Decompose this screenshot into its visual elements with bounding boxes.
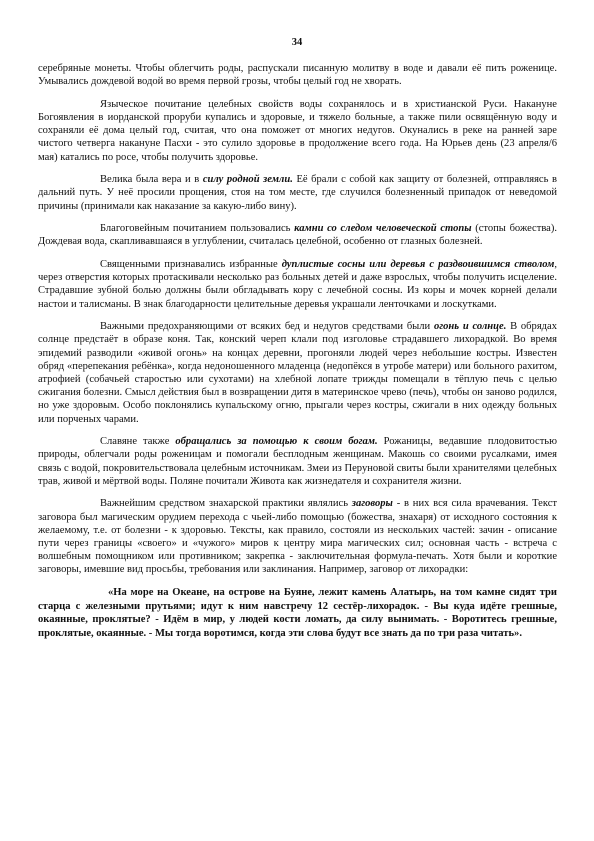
paragraph xyxy=(38,497,557,576)
paragraph-list xyxy=(38,62,557,577)
paragraph-text: Рожаницы, ведавшие плодовитостью природы, облегчали роды роженицам и помогали бесплодным женщинам. Макошь со своими русалками, имея связь с водой, покровительствовала целебным источникам. Змеи из Перуновой свиты были хранителями целебных трав, живой и мёртвой воды. Поляне почитали Живота как жизнедателя и сохранителя жизни. xyxy=(38,436,557,487)
paragraph-text: Языческое почитание целебных свойств воды сохранялось и в христианской Руси. Накануне Богоявления в иорданской проруби купались и здоровые, и тяжело больные, а также пили освящённую воду и сохраняли её дома целый год, считая, что она поможет от многих недугов. Окунались в реке на ранней заре чистого четверга накануне Пасхи - это сулило здоровье в продолжение всего года. На Юрьев день (23 апреля/6 мая) катались по росе, чтобы получить здоровье. xyxy=(38,98,557,163)
emphasis-term: камни со следом человеческой стопы xyxy=(294,223,472,235)
spell-quote: «На море на Океане, на острове на Буяне, лежит камень Алатырь, на том камне сидят три старца с железными прутьями; идут к ним навстречу 12 сестёр-лихорадок. - Вы куда идёте грешные, окаянные, проклятые? - Идём в мир, у людей кости ломать, да силу вынимать. - Воротитесь грешные, проклятые, окаянные. - Мы тогда воротимся, когда эти слова будут все знать да по три раза читать». xyxy=(38,587,557,639)
paragraph xyxy=(38,222,557,248)
main-text xyxy=(38,62,557,640)
paragraph-text: Важнейшим средством знахарской практики являлись xyxy=(100,498,352,510)
paragraph xyxy=(38,258,557,311)
paragraph-text: Священными признавались избранные xyxy=(100,259,282,270)
paragraph xyxy=(38,173,557,213)
paragraph-text: - в них вся сила врачевания. Текст заговора был магическим орудием перехода с чьей-либо помощью (божества, знахаря) от исходного состояния к желаемому, т.е. от болезни - к здоровью. Тексты, как правило, состояли из нескольких частей: зачин - описание пути через границы «своего» и «чужого» миров к центру мира магических сил; основная часть - встреча с волшебным помощником или противником; закрепка - заключительная формула-печать. Хотя были и короткие заговоры, имевшие вид просьбы, требования или заклинания. Например, заговор от лихорадки: xyxy=(38,498,558,576)
paragraph-text: серебряные монеты. Чтобы облегчить роды, распускали писанную молитву в воде и давали её пить роженице. Умывались дождевой водой во время первой грозы, чтобы целый год не хворать. xyxy=(38,63,557,88)
emphasis-term: огонь и солнце. xyxy=(433,321,507,333)
paragraph xyxy=(38,435,557,488)
paragraph-text: , через отверстия которых протаскивали несколько раз больных детей и даже взрослых, чтобы получить исцеление. Страдавшие зубной болью должны были обгладывать кору с лечебной сосны. Из коры и мочек корней делали настои и талисманы. В знак благодарности целительные деревья украшали ленточками и лоскутками. xyxy=(38,259,557,310)
paragraph-text: Важными предохраняющими от всяких бед и недугов средствами были xyxy=(100,321,434,333)
emphasis-term: дуплистые сосны или деревья с раздвоившимся стволом xyxy=(281,259,555,270)
paragraph xyxy=(38,98,557,164)
emphasis-term: обращались за помощью к своим богам. xyxy=(175,436,378,448)
paragraph xyxy=(38,320,557,426)
paragraph-text: Благоговейным почитанием пользовались xyxy=(100,223,295,235)
emphasis-term: заговоры xyxy=(351,498,393,510)
paragraph xyxy=(38,62,557,88)
paragraph-text: Её брали с собой как защиту от болезней, отправляясь в дальний путь. У неё просили прощения, стоя на том месте, где случился болезненный припадок от неведомой причины (принимали как наказание за какую-либо вину). xyxy=(38,174,557,212)
paragraph-text: В обрядах солнце предстаёт в образе коня. Так, конский череп клали под изголовье страдавшего лихорадкой. Во время эпидемий разводили «живой огонь» на концах деревни, прогоняли людей через небольшие костры. Известен обряд «перепекания ребёнка», когда недоношенного младенца (недопёкся в утробе матери) или больного рахитом, атрофией (собачьей старостью или сухотами) на хлебной лопате трижды помещали в тёплую печь с целью сжигания болезни. Смысл действия был в возвращении дитя в материнское чрево (печь), чтобы он заново родился, но уже здоровым. Особо поклонялись купальскому огню, прыгали через костры, сжигали в них одежду больных или порченых чарами. xyxy=(38,321,557,425)
paragraph-text: Велика была вера и в xyxy=(100,174,203,186)
emphasis-term: силу родной земли. xyxy=(202,174,293,186)
paragraph-text: (стопы божества). Дождевая вода, скапливавшаяся в углублении, считалась целебной, особенно от глазных болезней. xyxy=(38,223,557,248)
page-number: 34 xyxy=(291,37,303,48)
paragraph-text: Славяне также xyxy=(100,436,176,448)
